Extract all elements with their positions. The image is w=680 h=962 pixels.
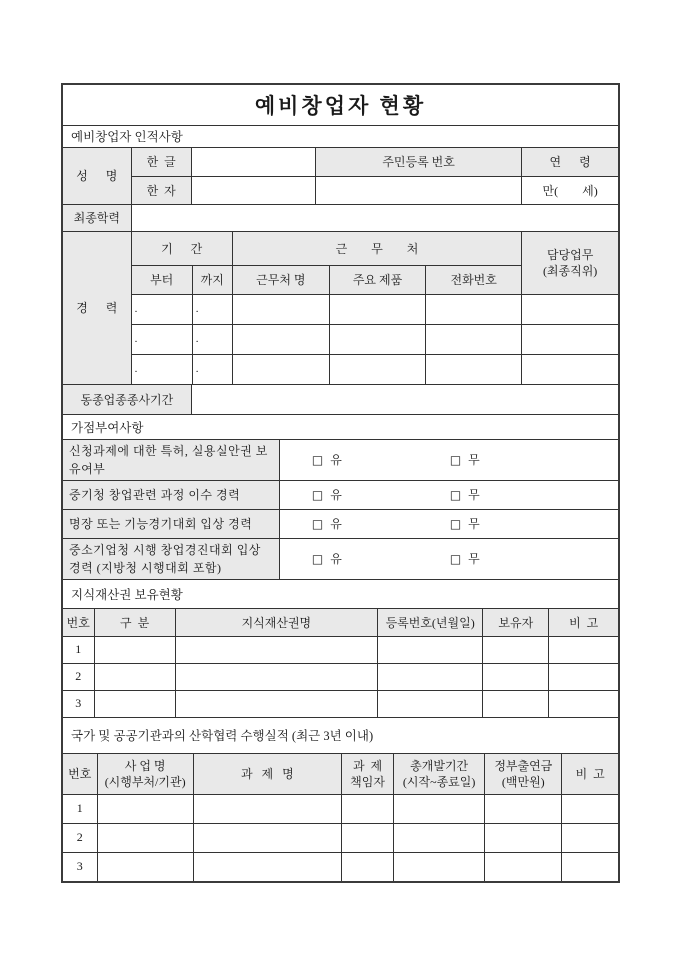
workplace-header-label: 근 무 처: [335, 241, 419, 256]
yes-label: 유: [330, 488, 342, 502]
coop-header-project-label: 과 제 명: [240, 767, 294, 782]
career-duty-header: [522, 232, 618, 294]
coop-header-note: [562, 754, 618, 794]
bonus-section-header: [63, 415, 618, 439]
coop-period-input[interactable]: [394, 852, 485, 881]
coop-manager-input[interactable]: [341, 823, 393, 852]
ip-section-header: [63, 580, 618, 609]
bonus-item-options: [279, 509, 618, 538]
company-label: 근무처 명: [256, 273, 306, 287]
ip-category-input[interactable]: [94, 663, 175, 690]
coop-manager-input[interactable]: [341, 794, 393, 823]
coop-header-manager-line2: 책임자: [350, 774, 385, 789]
form-title: [63, 85, 618, 125]
coop-header-no: [63, 754, 97, 794]
coop-period-input[interactable]: [394, 823, 485, 852]
coop-project-input[interactable]: [193, 794, 341, 823]
career-phone-input[interactable]: [426, 354, 522, 384]
coop-business-input[interactable]: [97, 823, 193, 852]
no-label: 무: [468, 453, 480, 467]
period-header-label: 기 간: [161, 241, 203, 256]
bonus-item-label: 중기청 창업관련 과정 이수 경력: [69, 487, 241, 502]
yes-checkbox-icon[interactable]: □: [311, 487, 324, 502]
from-label: 부터: [150, 273, 174, 287]
hanja-label-cell: [131, 176, 191, 204]
no-checkbox-icon[interactable]: □: [449, 516, 462, 531]
ip-row-no: 3: [63, 690, 94, 717]
yes-option[interactable]: [312, 515, 342, 532]
ip-owner-input[interactable]: [483, 636, 549, 663]
coop-fund-input[interactable]: [485, 823, 562, 852]
coop-row-no: 1: [63, 794, 97, 823]
no-checkbox-icon[interactable]: □: [449, 452, 462, 467]
same-industry-label-cell: [63, 385, 191, 415]
career-period-header: [131, 232, 232, 265]
coop-business-input[interactable]: [97, 852, 193, 881]
coop-note-input[interactable]: [562, 852, 618, 881]
career-products-header: [329, 265, 425, 294]
ip-regno-input[interactable]: [378, 663, 483, 690]
career-duty-input[interactable]: [522, 354, 618, 384]
yes-option[interactable]: [312, 486, 342, 503]
career-company-header: [232, 265, 329, 294]
ip-header-owner-label: 보유자: [498, 615, 534, 630]
ip-name-input[interactable]: [175, 663, 377, 690]
age-value: 만( 세): [542, 183, 598, 198]
hanja-label: 한 자: [146, 183, 176, 198]
bonus-item-label-cell: [63, 509, 279, 538]
ip-note-input[interactable]: [549, 690, 618, 717]
coop-project-input[interactable]: [193, 852, 341, 881]
name-label: 성 명: [76, 169, 118, 184]
coop-period-input[interactable]: [394, 794, 485, 823]
personal-section-header-table: [63, 126, 618, 149]
no-label: 무: [468, 517, 480, 531]
phone-label: 전화번호: [450, 273, 497, 287]
career-from-input[interactable]: [131, 354, 192, 384]
no-option[interactable]: [450, 486, 480, 503]
ip-row-no: 2: [63, 663, 94, 690]
coop-note-input[interactable]: [562, 794, 618, 823]
career-phone-header: [426, 265, 522, 294]
coop-fund-input[interactable]: [485, 852, 562, 881]
coop-header-note-label: 비 고: [575, 767, 605, 782]
ip-header-note-label: 비 고: [569, 615, 599, 630]
bonus-section-header-table: [63, 415, 618, 440]
date-dot: .: [195, 363, 199, 375]
name-hangul-input[interactable]: [191, 148, 315, 176]
bonus-item-options: [279, 480, 618, 509]
ip-header-regno: [378, 609, 483, 636]
career-from-input[interactable]: [131, 324, 192, 354]
career-products-input[interactable]: [329, 354, 425, 384]
bonus-item-label: 중소기업청 시행 창업경진대회 입상경력 (지방청 시행대회 포함): [69, 542, 261, 575]
career-to-input[interactable]: [192, 294, 232, 324]
coop-header-business-line1: 사 업 명: [124, 758, 166, 773]
ip-note-input[interactable]: [549, 636, 618, 663]
yes-option[interactable]: [312, 550, 342, 567]
coop-header-business-line2: (시행부처/기관): [104, 774, 186, 789]
coop-header-business: [97, 754, 193, 794]
ip-table: [63, 609, 618, 718]
personal-section-title: 예비창업자 인적사항: [71, 130, 183, 145]
career-products-input[interactable]: [329, 324, 425, 354]
ip-header-name: [175, 609, 377, 636]
ip-header-no-label: 번호: [66, 615, 90, 630]
career-label-cell: [63, 232, 131, 384]
ip-regno-input[interactable]: [378, 636, 483, 663]
no-option[interactable]: [450, 451, 480, 468]
date-dot: .: [195, 333, 199, 345]
ip-section-header-table: [63, 580, 618, 610]
bonus-section-title: 가점부여사항: [71, 420, 144, 435]
career-company-input[interactable]: [232, 324, 329, 354]
coop-header-fund-line1: 정부출연금: [494, 758, 553, 773]
ip-owner-input[interactable]: [483, 690, 549, 717]
title-table: [63, 85, 618, 126]
yes-label: 유: [330, 453, 342, 467]
coop-section-title: 국가 및 공공기관과의 산학협력 수행실적 (최근 3년 이내): [71, 729, 374, 744]
no-option[interactable]: [450, 550, 480, 567]
ip-header-note: [549, 609, 618, 636]
career-table: [63, 232, 618, 385]
coop-row-no: 2: [63, 823, 97, 852]
bonus-item-options: [279, 440, 618, 481]
career-company-input[interactable]: [232, 354, 329, 384]
same-industry-label: 동종업종종사기간: [80, 392, 174, 407]
name-label-cell: [63, 148, 131, 204]
ip-header-name-label: 지식재산권명: [241, 615, 312, 630]
ip-category-input[interactable]: [94, 690, 175, 717]
career-from-input[interactable]: [131, 294, 192, 324]
personal-section-header: [63, 126, 618, 148]
ip-header-category-label: 구 분: [120, 615, 150, 630]
coop-header-period-line1: 총개발기간: [410, 758, 469, 773]
career-products-input[interactable]: [329, 294, 425, 324]
ip-header-owner: [483, 609, 549, 636]
bonus-item-label-cell: [63, 538, 279, 579]
career-company-input[interactable]: [232, 294, 329, 324]
coop-section-header: [63, 718, 618, 754]
bonus-item-label: 신청과제에 대한 특허, 실용실안권 보유여부: [69, 443, 268, 476]
career-to-header: [192, 265, 232, 294]
hangul-label: 한 글: [146, 155, 176, 170]
coop-header-manager-line1: 과 제: [352, 758, 383, 773]
age-label: 연 령: [549, 155, 591, 170]
career-to-input[interactable]: [192, 324, 232, 354]
yes-checkbox-icon[interactable]: □: [311, 452, 324, 467]
ip-row-no: 1: [63, 636, 94, 663]
no-checkbox-icon[interactable]: □: [449, 487, 462, 502]
career-duty-input[interactable]: [522, 324, 618, 354]
bonus-item-label-cell: [63, 440, 279, 481]
coop-header-fund: [485, 754, 562, 794]
ip-header-no: [63, 609, 94, 636]
ip-name-input[interactable]: [175, 690, 377, 717]
coop-section-header-table: [63, 718, 618, 755]
resident-no-label-cell: [315, 148, 521, 176]
coop-header-fund-line2: (백만원): [501, 774, 545, 789]
age-label-cell: [522, 148, 618, 176]
education-label: 최종학력: [73, 211, 120, 226]
date-dot: .: [134, 363, 138, 375]
yes-label: 유: [330, 552, 342, 566]
yes-checkbox-icon[interactable]: □: [311, 551, 324, 566]
coop-project-input[interactable]: [193, 823, 341, 852]
age-input[interactable]: [522, 176, 618, 204]
ip-regno-input[interactable]: [378, 690, 483, 717]
bonus-table: [63, 440, 618, 580]
education-input[interactable]: [131, 205, 618, 232]
no-checkbox-icon[interactable]: □: [449, 551, 462, 566]
hangul-label-cell: [131, 148, 191, 176]
coop-business-input[interactable]: [97, 794, 193, 823]
duty-label-line2: (최종직위): [542, 263, 598, 278]
bonus-item-label-cell: [63, 480, 279, 509]
form-title-text: 예비창업자 현황: [254, 93, 427, 118]
duty-label-line1: 담당업무: [546, 247, 594, 262]
coop-header-period: [394, 754, 485, 794]
date-dot: .: [134, 303, 138, 315]
ip-header-category: [94, 609, 175, 636]
ip-header-regno-label: 등록번호(년월일): [385, 615, 475, 630]
to-label: 까지: [200, 273, 224, 287]
same-industry-input[interactable]: [191, 385, 618, 415]
date-dot: .: [195, 303, 199, 315]
no-label: 무: [468, 552, 480, 566]
ip-note-input[interactable]: [549, 663, 618, 690]
coop-note-input[interactable]: [562, 823, 618, 852]
form-sheet: [61, 83, 620, 883]
resident-no-label: 주민등록 번호: [382, 155, 455, 170]
coop-manager-input[interactable]: [341, 852, 393, 881]
yes-checkbox-icon[interactable]: □: [311, 516, 324, 531]
career-phone-input[interactable]: [426, 294, 522, 324]
career-from-header: [131, 265, 192, 294]
coop-header-period-line2: (시작~종료일): [402, 774, 476, 789]
bonus-item-options: [279, 538, 618, 579]
name-table: [63, 148, 618, 205]
resident-no-input[interactable]: [315, 176, 521, 204]
coop-header-manager: [341, 754, 393, 794]
coop-header-no-label: 번호: [68, 767, 92, 782]
bonus-item-label: 명장 또는 기능경기대회 입상 경력: [69, 516, 253, 531]
coop-table: [63, 754, 618, 881]
career-phone-input[interactable]: [426, 324, 522, 354]
ip-owner-input[interactable]: [483, 663, 549, 690]
education-table: [63, 205, 618, 233]
career-label: 경 력: [76, 301, 118, 316]
yes-label: 유: [330, 517, 342, 531]
coop-row-no: 3: [63, 852, 97, 881]
name-hanja-input[interactable]: [191, 176, 315, 204]
same-industry-table: [63, 385, 618, 416]
education-label-cell: [63, 205, 131, 232]
career-workplace-header: [232, 232, 522, 265]
ip-category-input[interactable]: [94, 636, 175, 663]
no-option[interactable]: [450, 515, 480, 532]
date-dot: .: [134, 333, 138, 345]
coop-fund-input[interactable]: [485, 794, 562, 823]
ip-section-title: 지식재산권 보유현황: [71, 587, 183, 602]
coop-header-project: [193, 754, 341, 794]
ip-name-input[interactable]: [175, 636, 377, 663]
career-duty-input[interactable]: [522, 294, 618, 324]
no-label: 무: [468, 488, 480, 502]
career-to-input[interactable]: [192, 354, 232, 384]
yes-option[interactable]: [312, 451, 342, 468]
products-label: 주요 제품: [352, 273, 403, 287]
